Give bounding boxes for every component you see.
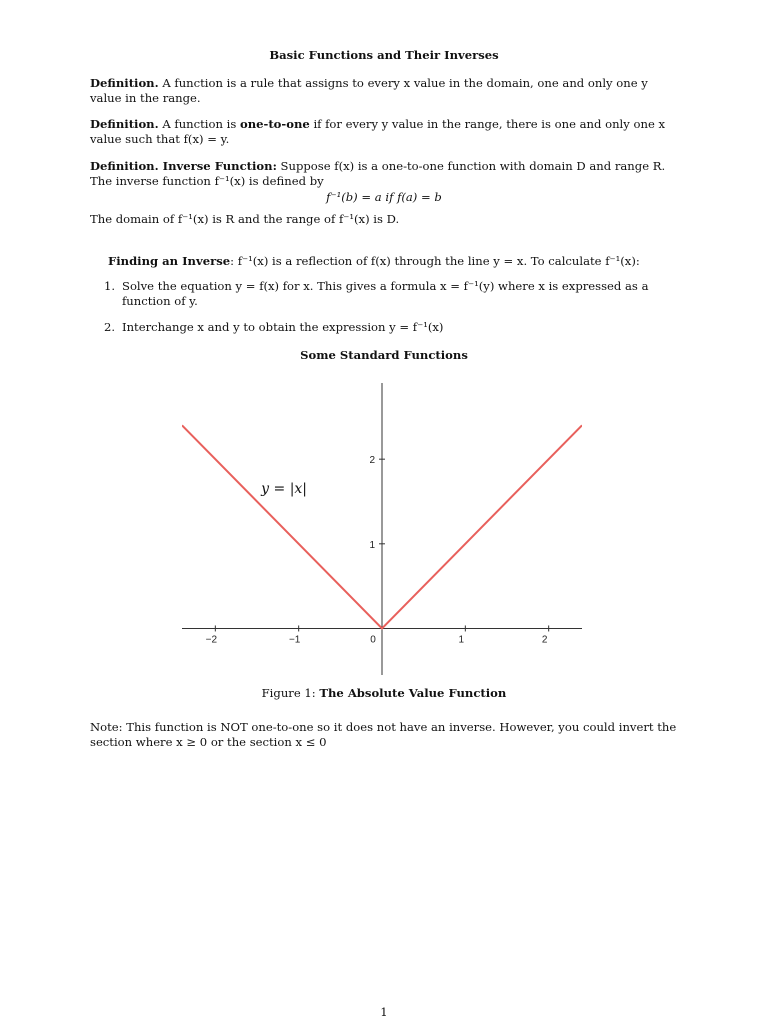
- figure-number: Figure 1:: [261, 686, 316, 700]
- definition-label: Definition.: [90, 76, 159, 90]
- absolute-value-chart: [182, 383, 582, 675]
- list-item-text: Solve the equation y = f(x) for x. This gives a formula x = f⁻¹(y) where x is expressed as a function of y.: [122, 279, 649, 309]
- definition-text-after: if for every y value in the range, there is one and only one x value such that f(x) = y.: [90, 117, 666, 147]
- one-to-one-term: one-to-one: [239, 117, 310, 131]
- figure-title: The Absolute Value Function: [319, 686, 507, 700]
- x-tick-label: 0: [370, 634, 376, 646]
- y-tick-label: 1: [369, 539, 375, 551]
- page-number: 1: [380, 1005, 388, 1019]
- x-tick-label: −2: [205, 634, 218, 646]
- finding-inverse-paragraph: [108, 254, 680, 269]
- y-tick-label: 2: [369, 455, 375, 467]
- section-heading: Some Standard Functions: [300, 348, 468, 362]
- definition-inverse-function: [90, 159, 680, 190]
- list-item-number: 1.: [104, 279, 116, 293]
- curve-label: y = |x|: [261, 481, 308, 498]
- definition-one-to-one: [90, 117, 680, 148]
- chart-axes: [182, 383, 582, 675]
- finding-inverse-label: Finding an Inverse: [108, 254, 231, 268]
- note-paragraph: Note: This function is NOT one-to-one so it does not have an inverse. However, you could invert the section where x ≥ 0 or the section x ≤ 0: [90, 720, 677, 750]
- definition-function: [90, 76, 680, 107]
- definition-text: A function is a rule that assigns to every x value in the domain, one and only one y value in the range.: [90, 76, 648, 106]
- definition-label: Definition. Inverse Function:: [90, 159, 277, 173]
- definition-label: Definition.: [90, 117, 159, 131]
- definition-text-before: A function is: [162, 117, 237, 131]
- list-item-text: Interchange x and y to obtain the expression y = f⁻¹(x): [122, 320, 444, 334]
- x-tick-label: 2: [541, 634, 548, 646]
- x-tick-label: 1: [458, 634, 465, 646]
- figure-caption: [0, 686, 768, 701]
- chart-ticks: [206, 455, 549, 645]
- page-title: Basic Functions and Their Inverses: [269, 48, 499, 62]
- definition-text: Suppose f(x) is a one-to-one function with domain D and range R. The inverse function f⁻¹(x) is defined by: [90, 159, 666, 189]
- x-tick-label: −1: [288, 634, 301, 646]
- list-item: [104, 320, 680, 335]
- domain-range-statement: The domain of f⁻¹(x) is R and the range of f⁻¹(x) is D.: [90, 212, 400, 226]
- inverse-definition-formula: f⁻¹(b) = a if f(a) = b: [326, 190, 442, 204]
- list-item: [104, 279, 680, 310]
- list-item-number: 2.: [104, 320, 116, 334]
- finding-inverse-text: : f⁻¹(x) is a reflection of f(x) through the line y = x. To calculate f⁻¹(x):: [230, 254, 640, 268]
